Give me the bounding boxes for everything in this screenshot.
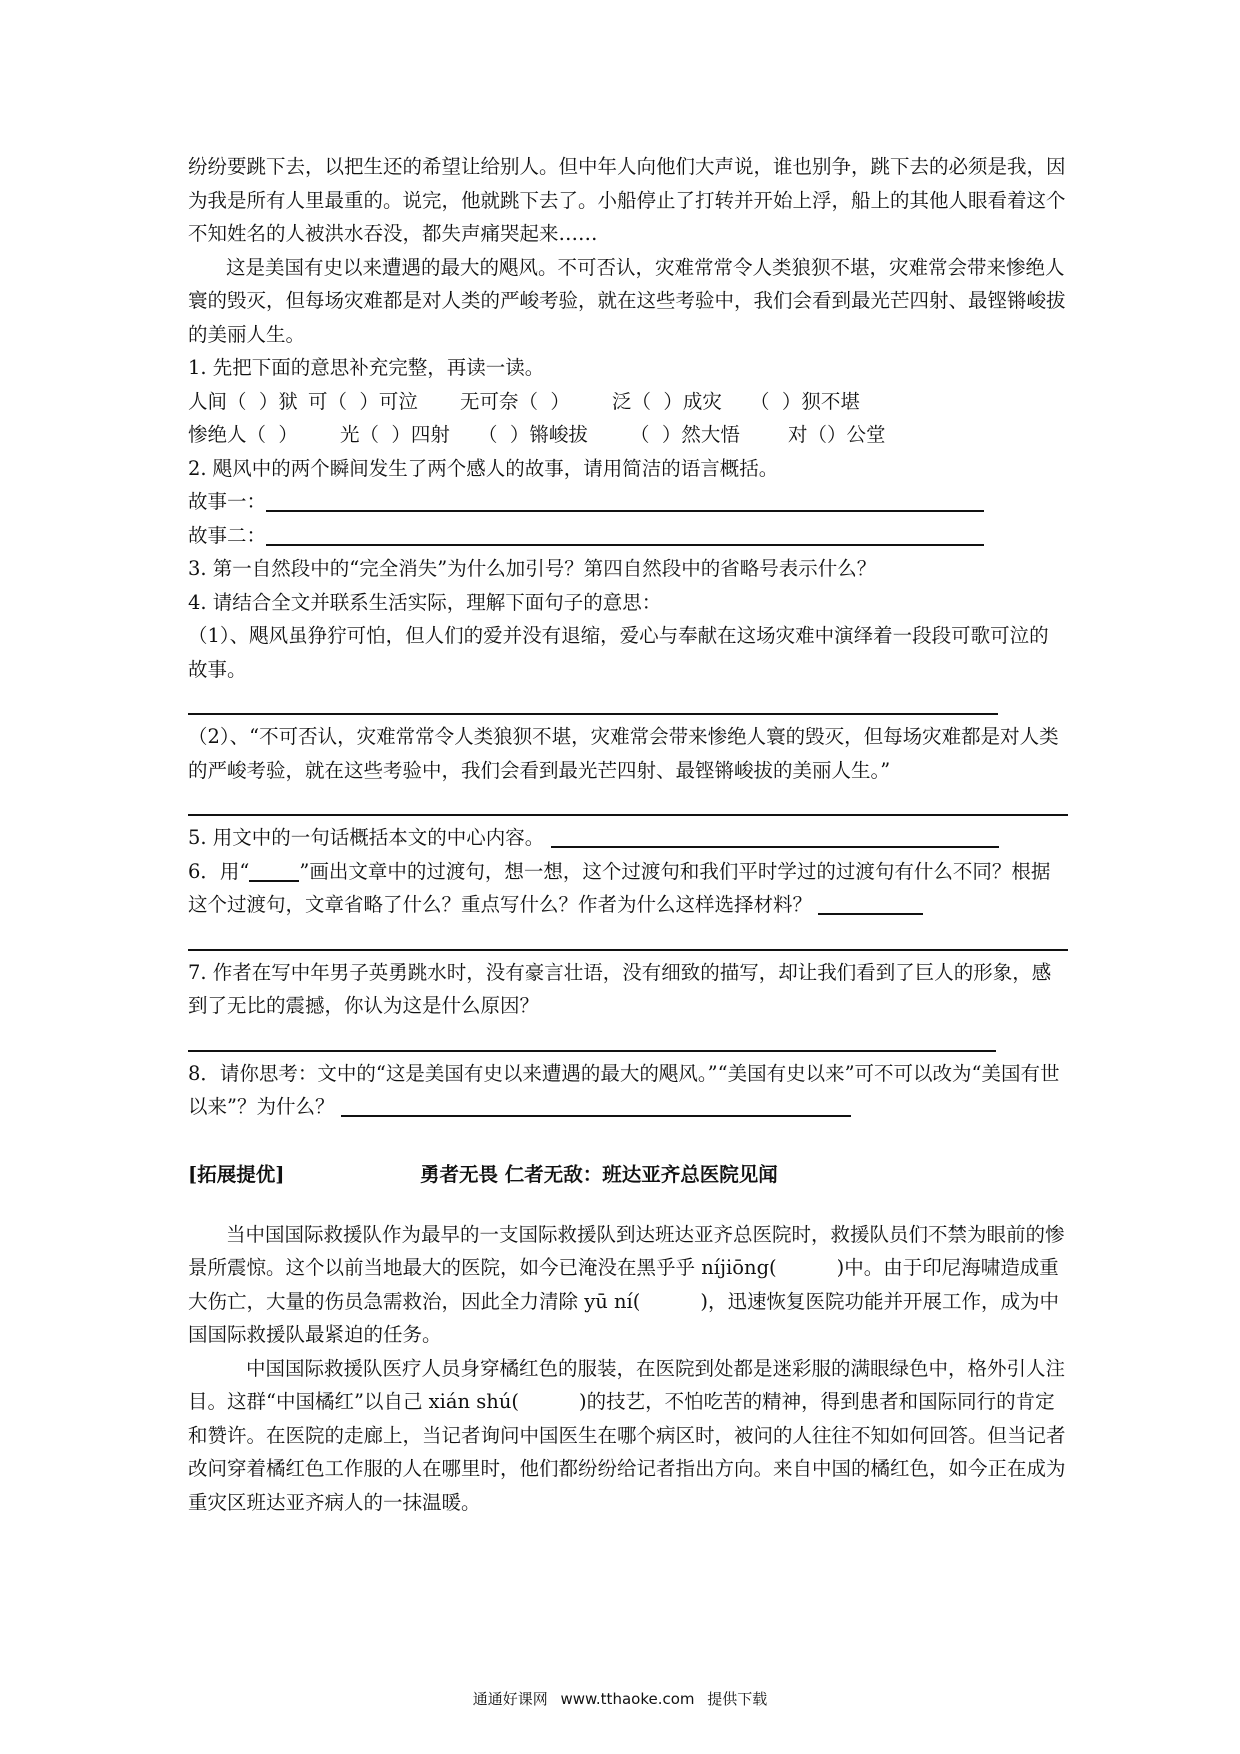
idiom-item: 无可奈（ ） bbox=[460, 389, 570, 413]
idiom-item: 对（）公堂 bbox=[788, 423, 886, 446]
question-6: 6．用“ ”画出文章中的过渡句，想一想，这个过渡句和我们平时学过的过渡句有什么不同？根据这个过渡句，文章省略了什么？重点写什么？作者为什么这样选择材料？ bbox=[188, 859, 1051, 916]
question-1: 1. 先把下面的意思补充完整，再读一读。 bbox=[188, 356, 545, 379]
idiom-item: （ ）狈不堪 bbox=[750, 389, 860, 413]
idiom-item: 人间（ ）狱 bbox=[188, 389, 298, 413]
idiom-item: 泛（ ）成灾 bbox=[612, 389, 722, 413]
question-3: 3. 第一自然段中的“完全消失”为什么加引号？第四自然段中的省略号表示什么？ bbox=[188, 557, 877, 580]
paragraph: 纷纷要跳下去，以把生还的希望让给别人。但中年人向他们大声说，谁也别争，跳下去的必须是我，因为我是所有人里最重的。说完，他就跳下去了。小船停止了打转并开始上浮，船上的其他人眼看着这个不知姓名的人被洪水吞没，都失声痛哭起来…… bbox=[188, 155, 1066, 245]
question-2: 2. 飓风中的两个瞬间发生了两个感人的故事，请用简洁的语言概括。 bbox=[188, 456, 779, 480]
idiom-row-1 bbox=[188, 385, 1068, 419]
answer-line[interactable] bbox=[188, 948, 1068, 951]
answer-blank[interactable] bbox=[266, 524, 984, 546]
section-title: 勇者无畏 仁者无敌：班达亚齐总医院见闻 bbox=[420, 1162, 778, 1186]
question-8: 8．请你思考：文中的“这是美国有史以来遭遇的最大的飓风。”“美国有史以来”可不可以改为“美国有世以来”？为什么？ bbox=[188, 1061, 1060, 1118]
idiom-item: 光（ ）四射 bbox=[340, 423, 450, 446]
answer-line-wrap bbox=[188, 686, 1068, 720]
idiom-item: 惨绝人（ ） bbox=[188, 423, 298, 446]
question-7: 7. 作者在写中年男子英勇跳水时，没有豪言壮语，没有细致的描写，却让我们看到了巨人的形象，感到了无比的震撼，你认为这是什么原因？ bbox=[188, 960, 1052, 1017]
footer-url[interactable]: www.tthaoke.com bbox=[560, 1690, 695, 1708]
question-5: 5. 用文中的一句话概括本文的中心内容。 bbox=[188, 821, 1068, 855]
paragraph: 这是美国有史以来遭遇的最大的飓风。不可否认，灾难常常令人类狼狈不堪，灾难常会带来惨绝人寰的毁灭，但每场灾难都是对人类的严峻考验，就在这些考验中，我们会看到最光芒四射、最铿锵峻拔的美丽人生。 bbox=[188, 255, 1066, 346]
section-header bbox=[188, 1160, 1068, 1190]
footer-tail: 提供下载 bbox=[707, 1690, 768, 1708]
story-1-label: 故事一： bbox=[188, 490, 267, 513]
sentence-2: （2）、“不可否认，灾难常常令人类狼狈不堪，灾难常会带来惨绝人寰的毁灭，但每场灾难都是对人类的严峻考验，就在这些考验中，我们会看到最光芒四射、最铿锵峻拔的美丽人生。” bbox=[188, 725, 1059, 782]
underline-mark bbox=[249, 860, 299, 882]
answer-blank[interactable] bbox=[551, 826, 999, 848]
article-paragraph: 当中国国际救援队作为最早的一支国际救援队到达班达亚齐总医院时，救援队员们不禁为眼前的惨景所震惊。这个以前当地最大的医院，如今已淹没在黑乎乎 níjiōng( )中。由于印尼海啸造成重大伤亡，大量的伤员急需救治，因此全力清除 yū ní( )，迅速恢复医院功能并开展工作，成为中国国际救援队最紧迫的任务。 bbox=[188, 1222, 1065, 1346]
article-paragraph: 中国国际救援队医疗人员身穿橘红色的服装，在医院到处都是迷彩服的满眼绿色中，格外引人注目。这群“中国橘红”以自己 xián shú( )的技艺，不怕吃苦的精神，得到患者和国际同行的肯定和赞许。在医院的走廊上，当记者询问中国医生在哪个病区时，被问的人往往不知如何回答。但当记者改问穿着橘红色工作服的人在哪里时，他们都纷纷给记者指出方向。来自中国的橘红色，如今正在成为重灾区班达亚齐病人的一抹温暖。 bbox=[188, 1356, 1066, 1514]
answer-line-wrap bbox=[188, 787, 1068, 821]
answer-line-wrap bbox=[188, 1023, 1068, 1057]
answer-blank[interactable] bbox=[266, 490, 984, 512]
idiom-item: （ ）然大悟 bbox=[630, 423, 740, 446]
answer-line[interactable] bbox=[188, 712, 998, 715]
page-footer bbox=[0, 1688, 1240, 1709]
answer-line-wrap bbox=[188, 922, 1068, 956]
sentence-1: （1）、飓风虽狰狞可怕，但人们的爱并没有退缩，爱心与奉献在这场灾难中演绎着一段段可歌可泣的故事。 bbox=[188, 624, 1049, 681]
idiom-row-2 bbox=[188, 418, 1068, 452]
story-2-line bbox=[188, 519, 1068, 553]
answer-blank[interactable] bbox=[818, 893, 923, 915]
worksheet-page bbox=[188, 150, 1068, 1519]
answer-line[interactable] bbox=[188, 1049, 996, 1052]
answer-line[interactable] bbox=[188, 813, 1068, 816]
idiom-item: 可（ ）可泣 bbox=[308, 389, 418, 413]
idiom-item: （ ）锵峻拔 bbox=[478, 423, 588, 446]
question-4: 4. 请结合全文并联系生活实际，理解下面句子的意思： bbox=[188, 590, 662, 614]
answer-blank[interactable] bbox=[341, 1095, 851, 1117]
footer-site: 通通好课网 bbox=[472, 1690, 548, 1708]
story-1-line bbox=[188, 485, 1068, 519]
section-tag: [拓展提优] bbox=[188, 1162, 285, 1186]
story-2-label: 故事二： bbox=[188, 523, 267, 547]
